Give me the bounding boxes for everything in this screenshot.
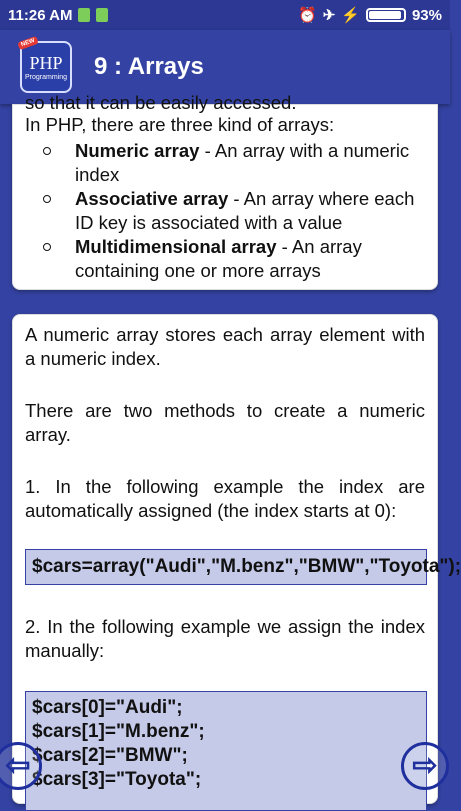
- logo-text: PHP: [29, 52, 63, 73]
- intro-text: In PHP, there are three kind of arrays:: [25, 114, 335, 135]
- page-title: 9 : Arrays: [94, 53, 204, 80]
- term-multidimensional: Multidimensional array: [75, 236, 277, 257]
- arrow-left-icon: ⇦: [5, 749, 31, 782]
- notification-icon: [78, 8, 90, 22]
- code-line: $cars=array("Audi","M.benz","BMW","Toyota");: [32, 556, 461, 577]
- content-card-numeric: [12, 314, 461, 804]
- code-line: $cars[2]="BMW";: [32, 745, 188, 766]
- next-button[interactable]: [401, 742, 449, 790]
- airplane-mode-icon: ✈: [322, 7, 336, 24]
- clipped-text: so that it can be easily accessed.: [25, 92, 297, 113]
- desc-multidimensional: - An array containing one or more arrays: [75, 236, 362, 281]
- content-card-types: [12, 92, 438, 290]
- paragraph-3: 1. In the following example the index are automatically assigned (the index starts at 0):: [25, 476, 425, 521]
- battery-percent: 93%: [411, 6, 442, 24]
- paragraph-2: There are two methods to create a numeric array.: [25, 400, 425, 445]
- term-associative: Associative array: [75, 188, 229, 209]
- list-item-multidimensional: [25, 235, 425, 283]
- code-block-2[interactable]: [25, 691, 427, 811]
- paragraph-4: 2. In the following example we assign the index manually:: [25, 616, 425, 661]
- list-item-numeric: [25, 139, 425, 187]
- status-bar: [0, 0, 450, 30]
- code-line: $cars[0]="Audi";: [32, 697, 183, 718]
- code-line: $cars[1]="M.benz";: [32, 721, 205, 742]
- arrow-right-icon: ⇨: [412, 749, 438, 782]
- logo-subtext: Programming: [24, 73, 67, 81]
- desc-associative: - An array where each ID key is associated with a value: [75, 188, 415, 233]
- app-logo: [20, 37, 72, 93]
- list-item-associative: [25, 187, 425, 235]
- battery-icon: [366, 8, 406, 22]
- new-badge: NEW: [17, 36, 39, 50]
- array-types-list: [25, 139, 425, 283]
- desc-numeric: - An array with a numeric index: [75, 140, 410, 185]
- status-time: 11:26 AM: [8, 6, 73, 24]
- alarm-icon: ⏰: [298, 7, 317, 24]
- code-block-1[interactable]: [25, 549, 461, 585]
- code-line: $cars[3]="Toyota";: [32, 769, 202, 790]
- charging-icon: ⚡: [341, 7, 360, 24]
- app-notification-icon: [96, 8, 108, 22]
- term-numeric: Numeric array: [75, 140, 200, 161]
- paragraph-1: A numeric array stores each array element with a numeric index.: [25, 324, 425, 369]
